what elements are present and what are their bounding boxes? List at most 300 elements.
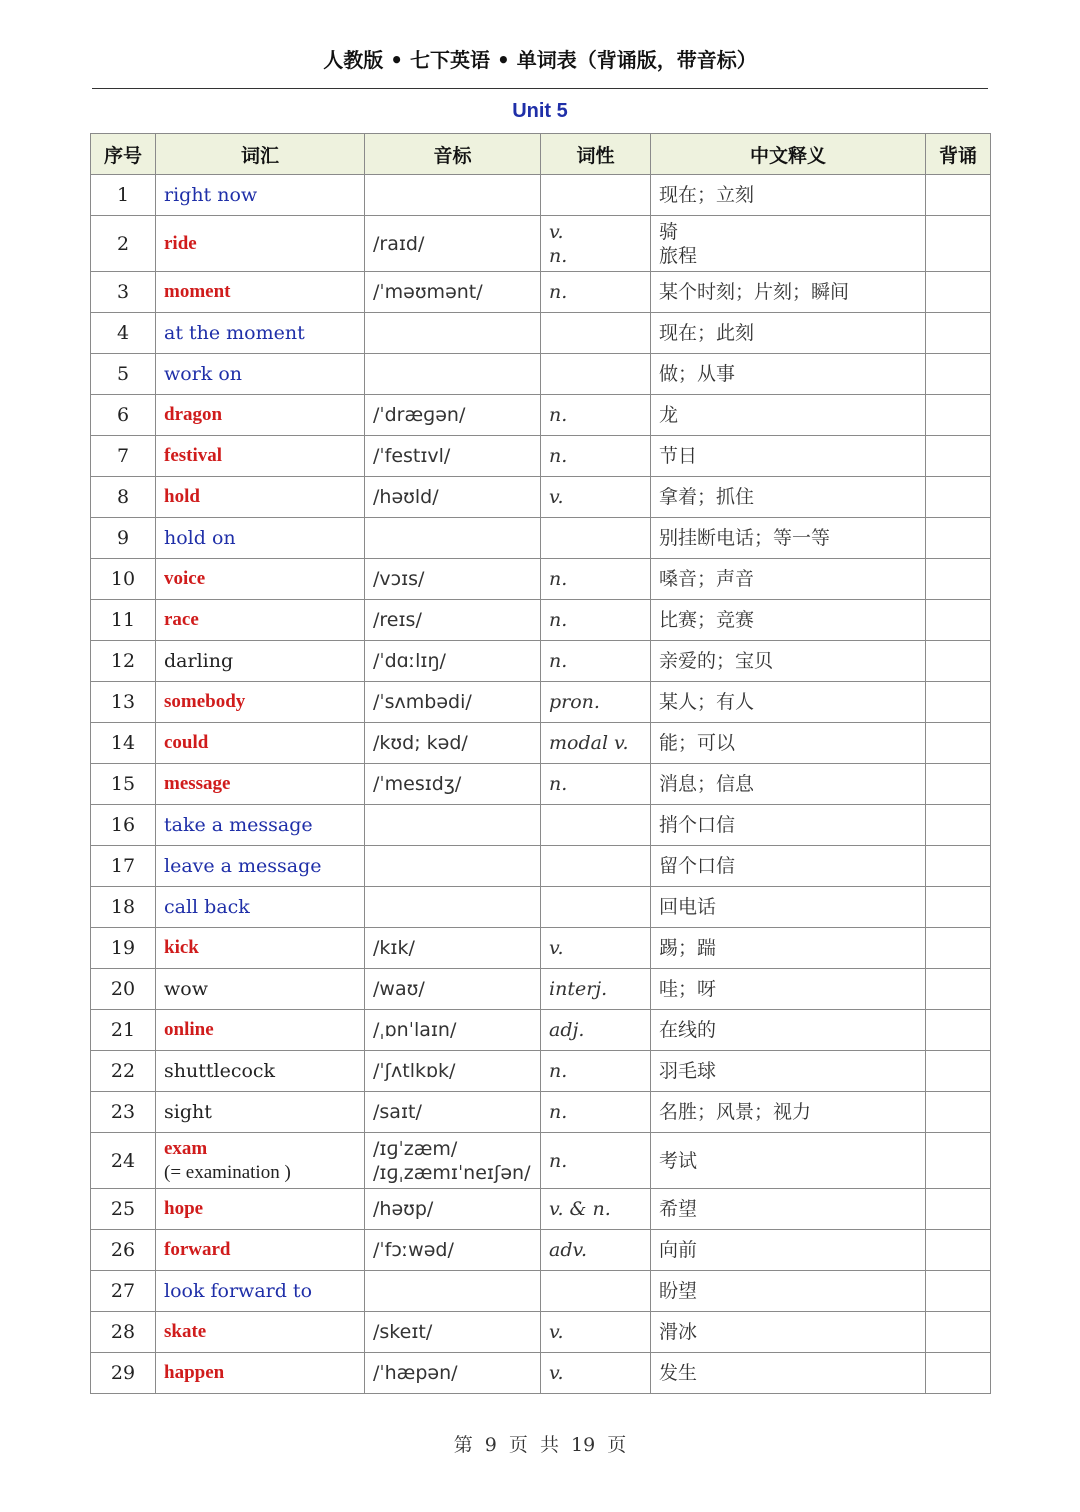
part-of-speech: n. [549, 281, 568, 303]
meaning: 留个口信 [659, 855, 736, 877]
table-row [91, 1051, 991, 1092]
recite-cell [926, 682, 991, 723]
table-row [91, 805, 991, 846]
phonetic-cell [365, 1010, 541, 1051]
meaning-cell [651, 436, 926, 477]
meaning: 回电话 [659, 896, 717, 918]
table-row [91, 682, 991, 723]
vocab-word-cell [156, 887, 365, 928]
table-row [91, 559, 991, 600]
vocab-word-cell [156, 354, 365, 395]
phonetic-cell [365, 805, 541, 846]
vocab-word-cell [156, 682, 365, 723]
recite-cell [926, 1230, 991, 1271]
phonetic-cell [365, 1230, 541, 1271]
phonetic: /ˈdræɡən/ [373, 404, 466, 426]
meaning-cell [651, 1092, 926, 1133]
meaning-cell [651, 354, 926, 395]
recite-cell [926, 313, 991, 354]
row-number: 9 [91, 518, 156, 559]
phonetic-cell [365, 723, 541, 764]
row-number: 21 [91, 1010, 156, 1051]
recite-cell [926, 395, 991, 436]
phonetic-cell [365, 600, 541, 641]
part-of-speech: v. [549, 937, 564, 959]
recite-cell [926, 1312, 991, 1353]
row-number: 12 [91, 641, 156, 682]
part-of-speech-cell [541, 518, 651, 559]
part-of-speech: n. [549, 1101, 568, 1123]
row-number: 22 [91, 1051, 156, 1092]
table-row [91, 600, 991, 641]
vocab-word-cell [156, 272, 365, 313]
document-title: 人教版 • 七下英语 • 单词表（背诵版，带音标） [323, 48, 757, 72]
table-body [91, 175, 991, 1394]
column-header-recite: 背诵 [926, 134, 991, 175]
phonetic: /raɪd/ [373, 232, 425, 255]
column-header-number: 序号 [91, 134, 156, 175]
column-header-phonetic: 音标 [365, 134, 541, 175]
vocab-word-cell [156, 969, 365, 1010]
vocab-word-cell [156, 1189, 365, 1230]
meaning-cell [651, 1353, 926, 1394]
vocab-word: shuttlecock [164, 1060, 276, 1082]
meaning: 哇；呀 [659, 978, 717, 1000]
part-of-speech-cell [541, 436, 651, 477]
phonetic: /ˈhæpən/ [373, 1362, 458, 1384]
row-number: 7 [91, 436, 156, 477]
part-of-speech-cell [541, 805, 651, 846]
part-of-speech: adj. [549, 1019, 585, 1041]
phonetic: /reɪs/ [373, 609, 422, 631]
vocab-word: festival [164, 445, 223, 466]
phonetic: /waʊ/ [373, 978, 425, 1000]
part-of-speech-cell [541, 1051, 651, 1092]
table-row [91, 723, 991, 764]
meaning-cell [651, 641, 926, 682]
meaning: 某人；有人 [659, 691, 755, 713]
phonetic: /ˈmesɪdʒ/ [373, 773, 462, 795]
vocab-word-cell [156, 764, 365, 805]
table-row [91, 477, 991, 518]
vocab-word: race [164, 609, 199, 630]
column-header-word: 词汇 [156, 134, 365, 175]
meaning: 比赛；竞赛 [659, 609, 755, 631]
vocab-word-cell [156, 641, 365, 682]
meaning-cell [651, 1189, 926, 1230]
meaning: 向前 [659, 1239, 698, 1261]
vocab-word: voice [164, 568, 206, 589]
phonetic-cell [365, 272, 541, 313]
vocab-word: online [164, 1019, 214, 1040]
phonetic-cell [365, 928, 541, 969]
vocab-word-cell [156, 477, 365, 518]
part-of-speech-cell [541, 600, 651, 641]
meaning-cell [651, 1133, 926, 1189]
part-of-speech-cell [541, 272, 651, 313]
table-row [91, 436, 991, 477]
recite-cell [926, 559, 991, 600]
table-row [91, 1312, 991, 1353]
row-number: 4 [91, 313, 156, 354]
meaning-cell [651, 887, 926, 928]
row-number: 24 [91, 1133, 156, 1189]
table-row [91, 641, 991, 682]
part-of-speech-cell [541, 682, 651, 723]
meaning: 在线的 [659, 1019, 717, 1041]
phonetic-cell [365, 846, 541, 887]
vocab-word-cell [156, 1010, 365, 1051]
phonetic-cell [365, 1353, 541, 1394]
phonetic-cell [365, 216, 541, 272]
row-number: 10 [91, 559, 156, 600]
recite-cell [926, 805, 991, 846]
meaning: 踢；踹 [659, 937, 717, 959]
recite-cell [926, 641, 991, 682]
row-number: 6 [91, 395, 156, 436]
phonetic-cell [365, 436, 541, 477]
phonetic: /həʊp/ [373, 1198, 434, 1220]
vocab-word: message [164, 773, 231, 794]
vocab-word: happen [164, 1362, 225, 1383]
table-row [91, 1353, 991, 1394]
part-of-speech: pron. [549, 691, 600, 713]
recite-cell [926, 764, 991, 805]
part-of-speech: n. [549, 445, 568, 467]
meaning: 别挂断电话；等一等 [659, 527, 831, 549]
meaning-cell [651, 559, 926, 600]
vocab-word: hold [164, 486, 200, 507]
meaning-line: 骑 [659, 220, 679, 243]
meaning-cell [651, 928, 926, 969]
meaning-cell [651, 1312, 926, 1353]
vocab-word-cell [156, 216, 365, 272]
row-number: 16 [91, 805, 156, 846]
vocab-word: could [164, 732, 209, 753]
vocab-word-cell [156, 846, 365, 887]
table-row [91, 1010, 991, 1051]
meaning-cell [651, 477, 926, 518]
recite-cell [926, 354, 991, 395]
phonetic-cell [365, 1271, 541, 1312]
table-row [91, 1230, 991, 1271]
phonetic: /ˈfɔːwəd/ [373, 1239, 454, 1261]
meaning-cell [651, 805, 926, 846]
vocab-word-cell [156, 1312, 365, 1353]
vocabulary-table [90, 133, 991, 1394]
header-divider [92, 88, 988, 89]
phonetic-cell [365, 1312, 541, 1353]
phonetic: /həʊld/ [373, 486, 439, 508]
phonetic-line: /ɪɡˈzæm/ [373, 1137, 458, 1160]
phonetic-cell [365, 559, 541, 600]
vocab-word-cell [156, 1230, 365, 1271]
part-of-speech: modal v. [549, 732, 629, 754]
meaning: 某个时刻；片刻；瞬间 [659, 281, 850, 303]
part-of-speech: v. [549, 1362, 564, 1384]
phonetic: /saɪt/ [373, 1101, 422, 1123]
recite-cell [926, 1271, 991, 1312]
part-of-speech-cell [541, 477, 651, 518]
recite-cell [926, 272, 991, 313]
vocab-word-cell [156, 1051, 365, 1092]
recite-cell [926, 477, 991, 518]
meaning-line: 旅程 [659, 244, 698, 267]
meaning-cell [651, 1010, 926, 1051]
part-of-speech: n. [549, 1060, 568, 1082]
vocab-word-cell [156, 928, 365, 969]
recite-cell [926, 1010, 991, 1051]
row-number: 28 [91, 1312, 156, 1353]
row-number: 23 [91, 1092, 156, 1133]
recite-cell [926, 969, 991, 1010]
vocab-word: call back [164, 896, 250, 918]
meaning-cell [651, 846, 926, 887]
meaning-cell [651, 600, 926, 641]
part-of-speech-cell [541, 216, 651, 272]
meaning: 滑冰 [659, 1321, 698, 1343]
part-of-speech: n. [549, 609, 568, 631]
phonetic: /ˈsʌmbədi/ [373, 691, 472, 713]
recite-cell [926, 1353, 991, 1394]
part-of-speech: n. [549, 650, 568, 672]
meaning: 现在；此刻 [659, 322, 755, 344]
vocab-word: at the moment [164, 322, 305, 344]
vocab-word: ride [164, 232, 197, 254]
part-of-speech-line: n. [549, 244, 568, 267]
part-of-speech: v. [549, 486, 564, 508]
vocab-word: hope [164, 1198, 204, 1219]
part-of-speech-cell [541, 969, 651, 1010]
phonetic-cell [365, 764, 541, 805]
vocab-word-cell [156, 1353, 365, 1394]
part-of-speech: n. [549, 1149, 568, 1172]
meaning: 名胜；风景；视力 [659, 1101, 812, 1123]
meaning-cell [651, 272, 926, 313]
part-of-speech: n. [549, 404, 568, 426]
meaning: 拿着；抓住 [659, 486, 755, 508]
vocab-word-cell [156, 559, 365, 600]
row-number: 15 [91, 764, 156, 805]
row-number: 11 [91, 600, 156, 641]
meaning-cell [651, 1271, 926, 1312]
table-row [91, 313, 991, 354]
column-header-part-of-speech: 词性 [541, 134, 651, 175]
table-row [91, 272, 991, 313]
recite-cell [926, 216, 991, 272]
table-header-row [91, 134, 991, 175]
part-of-speech-cell [541, 1133, 651, 1189]
meaning-cell [651, 175, 926, 216]
vocab-word: look forward to [164, 1280, 313, 1302]
vocab-word: dragon [164, 404, 223, 425]
unit-title: Unit 5 [512, 100, 568, 122]
row-number: 27 [91, 1271, 156, 1312]
vocab-word-cell [156, 723, 365, 764]
table-row [91, 1092, 991, 1133]
meaning: 嗓音；声音 [659, 568, 755, 590]
row-number: 8 [91, 477, 156, 518]
phonetic-cell [365, 1133, 541, 1189]
page-number: 第 9 页 共 19 页 [453, 1434, 627, 1456]
vocab-word-cell [156, 395, 365, 436]
vocab-word: take a message [164, 814, 313, 836]
meaning-cell [651, 969, 926, 1010]
part-of-speech-cell [541, 175, 651, 216]
table-row [91, 1133, 991, 1189]
meaning: 消息；信息 [659, 773, 755, 795]
vocab-word-cell [156, 1092, 365, 1133]
vocab-word-note: (= examination ) [164, 1161, 291, 1183]
phonetic-cell [365, 395, 541, 436]
table-row [91, 764, 991, 805]
part-of-speech-cell [541, 313, 651, 354]
vocab-word-cell [156, 518, 365, 559]
vocab-word-cell [156, 1133, 365, 1189]
part-of-speech: n. [549, 568, 568, 590]
vocab-word-cell [156, 1271, 365, 1312]
part-of-speech-cell [541, 1230, 651, 1271]
phonetic: /kɪk/ [373, 937, 415, 959]
recite-cell [926, 175, 991, 216]
meaning-cell [651, 723, 926, 764]
vocab-word: somebody [164, 691, 246, 712]
row-number: 18 [91, 887, 156, 928]
table-row [91, 887, 991, 928]
meaning: 希望 [659, 1198, 698, 1220]
row-number: 14 [91, 723, 156, 764]
part-of-speech-cell [541, 928, 651, 969]
phonetic: /ˈməʊmənt/ [373, 281, 483, 303]
vocab-word: moment [164, 281, 231, 302]
phonetic-cell [365, 682, 541, 723]
row-number: 26 [91, 1230, 156, 1271]
meaning: 能；可以 [659, 732, 736, 754]
phonetic: /ˌɒnˈlaɪn/ [373, 1019, 457, 1041]
phonetic: /ˈfestɪvl/ [373, 445, 451, 467]
phonetic-cell [365, 354, 541, 395]
table-row [91, 175, 991, 216]
phonetic-cell [365, 641, 541, 682]
recite-cell [926, 436, 991, 477]
recite-cell [926, 846, 991, 887]
phonetic: /vɔɪs/ [373, 568, 425, 590]
part-of-speech-cell [541, 1353, 651, 1394]
phonetic-cell [365, 1189, 541, 1230]
vocab-word: leave a message [164, 855, 322, 877]
vocab-word: exam [164, 1137, 208, 1159]
meaning-cell [651, 518, 926, 559]
recite-cell [926, 518, 991, 559]
vocab-word: work on [164, 363, 243, 385]
part-of-speech: n. [549, 773, 568, 795]
part-of-speech-cell [541, 1092, 651, 1133]
vocab-word: darling [164, 650, 234, 672]
row-number: 5 [91, 354, 156, 395]
meaning: 捎个口信 [659, 814, 736, 836]
vocab-word-cell [156, 805, 365, 846]
part-of-speech-cell [541, 1312, 651, 1353]
meaning: 做；从事 [659, 363, 736, 385]
part-of-speech: interj. [549, 978, 608, 1000]
vocab-word-cell [156, 175, 365, 216]
recite-cell [926, 1092, 991, 1133]
phonetic: /kʊd; kəd/ [373, 732, 468, 754]
part-of-speech-cell [541, 1010, 651, 1051]
recite-cell [926, 1051, 991, 1092]
table-row [91, 354, 991, 395]
meaning: 盼望 [659, 1280, 698, 1302]
vocab-word-cell [156, 313, 365, 354]
part-of-speech-cell [541, 559, 651, 600]
meaning: 考试 [659, 1149, 698, 1172]
recite-cell [926, 1189, 991, 1230]
phonetic: /ˈʃʌtlkɒk/ [373, 1060, 456, 1082]
vocab-word: right now [164, 184, 258, 206]
vocab-word: forward [164, 1239, 231, 1260]
meaning: 现在；立刻 [659, 184, 755, 206]
meaning-cell [651, 682, 926, 723]
part-of-speech: adv. [549, 1239, 588, 1261]
part-of-speech-cell [541, 1271, 651, 1312]
part-of-speech: v. & n. [549, 1198, 611, 1220]
part-of-speech: v. [549, 1321, 564, 1343]
row-number: 29 [91, 1353, 156, 1394]
phonetic-cell [365, 518, 541, 559]
part-of-speech-cell [541, 764, 651, 805]
vocab-word: kick [164, 937, 199, 958]
phonetic-cell [365, 969, 541, 1010]
phonetic-cell [365, 175, 541, 216]
table-row [91, 928, 991, 969]
meaning: 发生 [659, 1362, 698, 1384]
vocab-word: sight [164, 1101, 212, 1123]
meaning-cell [651, 395, 926, 436]
part-of-speech-cell [541, 887, 651, 928]
meaning-cell [651, 1051, 926, 1092]
phonetic-cell [365, 313, 541, 354]
vocab-word: skate [164, 1321, 207, 1342]
meaning-cell [651, 1230, 926, 1271]
row-number: 3 [91, 272, 156, 313]
meaning: 羽毛球 [659, 1060, 717, 1082]
part-of-speech-cell [541, 723, 651, 764]
phonetic: /ˈdɑːlɪŋ/ [373, 650, 446, 672]
part-of-speech-cell [541, 354, 651, 395]
table-row [91, 395, 991, 436]
part-of-speech-cell [541, 395, 651, 436]
recite-cell [926, 1133, 991, 1189]
table-row [91, 216, 991, 272]
row-number: 1 [91, 175, 156, 216]
row-number: 25 [91, 1189, 156, 1230]
row-number: 17 [91, 846, 156, 887]
meaning: 亲爱的；宝贝 [659, 650, 774, 672]
phonetic-cell [365, 1051, 541, 1092]
table-row [91, 1271, 991, 1312]
column-header-meaning: 中文释义 [651, 134, 926, 175]
row-number: 13 [91, 682, 156, 723]
meaning: 龙 [659, 404, 679, 426]
phonetic-cell [365, 1092, 541, 1133]
recite-cell [926, 723, 991, 764]
phonetic: /skeɪt/ [373, 1321, 433, 1343]
meaning: 节日 [659, 445, 698, 467]
vocab-word-cell [156, 600, 365, 641]
recite-cell [926, 887, 991, 928]
row-number: 20 [91, 969, 156, 1010]
part-of-speech-line: v. [549, 220, 564, 243]
